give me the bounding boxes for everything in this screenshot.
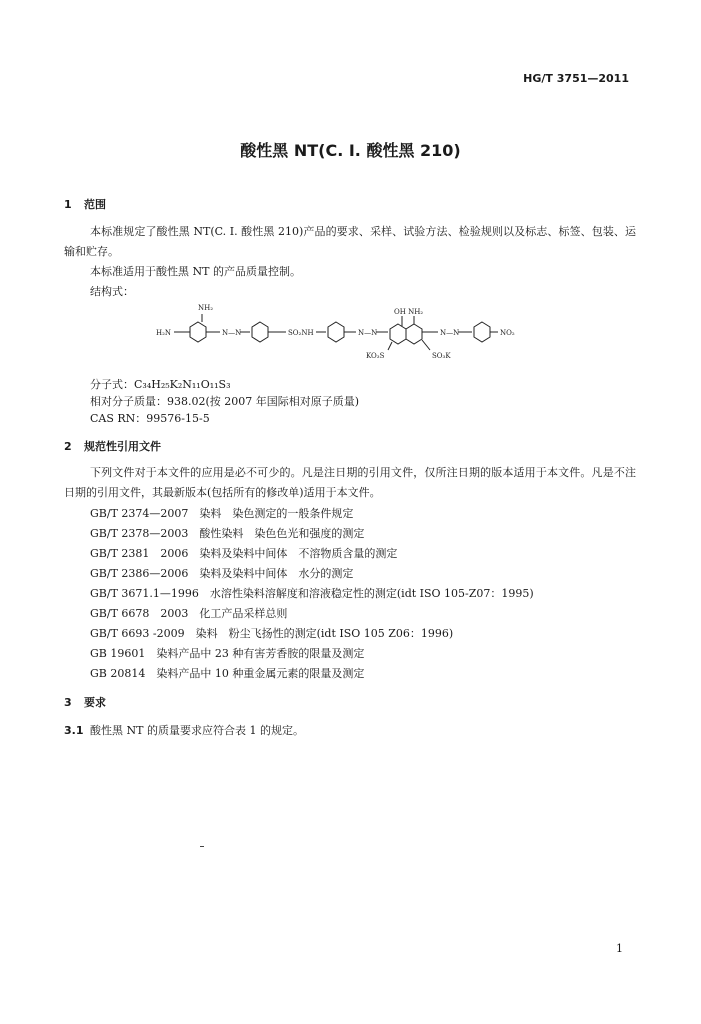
reference-item: GB/T 2381 2006 染料及染料中间体 不溶物质含量的测定	[90, 547, 398, 560]
reference-item: GB 19601 染料产品中 23 种有害芳香胺的限量及测定	[90, 647, 365, 660]
section-title: 要求	[84, 696, 106, 709]
normative-paragraph: 下列文件对于本文件的应用是必不可少的。凡是注日期的引用文件，仅所注日期的版本适用于本文件。凡是不注日期的引用文件，其最新版本(包括所有的修改单)适用于本文件。	[64, 466, 636, 499]
reference-item: GB/T 3671.1—1996 水溶性染料溶解度和溶液稳定性的测定(idt ISO 105-Z07：1995)	[90, 587, 534, 600]
section-title: 范围	[84, 198, 106, 211]
section-number: 2	[64, 440, 72, 453]
group-no2: NO₂	[500, 329, 515, 337]
group-oh-nh2: OH NH₂	[394, 308, 424, 316]
group-ko3s: KO₃S	[366, 352, 385, 360]
azo-link-3: N—N	[440, 329, 460, 337]
reference-item: GB/T 6678 2003 化工产品采样总则	[90, 607, 288, 620]
cas-number: CAS RN：99576-15-5	[90, 412, 210, 425]
azo-link-2: N—N	[358, 329, 378, 337]
molecular-mass: 相对分子质量：938.02(按 2007 年国际相对原子质量)	[90, 395, 360, 408]
document-title: 酸性黑 NT(C. I. 酸性黑 210)	[240, 141, 461, 160]
standard-code: HG/T 3751—2011	[523, 72, 629, 85]
page-number: 1	[616, 942, 623, 955]
scan-mark	[200, 846, 204, 847]
section-title: 规范性引用文件	[84, 440, 161, 453]
section-number: 1	[64, 198, 72, 211]
group-h2n: H₂N	[156, 329, 172, 337]
section-heading-normative	[64, 438, 161, 454]
scope-paragraph-1: 本标准规定了酸性黑 NT(C. I. 酸性黑 210)产品的要求、采样、试验方法、检验规则以及标志、标签、包装、运输和贮存。	[64, 225, 636, 258]
subsection-text: 酸性黑 NT 的质量要求应符合表 1 的规定。	[90, 724, 304, 737]
section-number: 3	[64, 696, 72, 709]
group-so2nh: SO₂NH	[288, 329, 314, 337]
group-so3k: SO₃K	[432, 352, 451, 360]
section-heading-scope	[64, 196, 106, 212]
scope-paragraph-2: 本标准适用于酸性黑 NT 的产品质量控制。	[90, 265, 301, 278]
reference-item: GB/T 2386—2006 染料及染料中间体 水分的测定	[90, 567, 354, 580]
reference-item: GB/T 2374—2007 染料 染色测定的一般条件规定	[90, 507, 354, 520]
group-nh2-top: NH₂	[198, 304, 214, 312]
azo-link-1: N—N	[222, 329, 242, 337]
section-heading-requirements	[64, 694, 106, 710]
requirement-3-1	[64, 722, 304, 738]
structure-label: 结构式：	[90, 285, 134, 298]
subsection-number: 3.1	[64, 724, 84, 737]
reference-item: GB 20814 染料产品中 10 种重金属元素的限量及测定	[90, 667, 365, 680]
molecular-formula: 分子式：C₃₄H₂₅K₂N₁₁O₁₁S₃	[90, 378, 231, 391]
reference-item: GB/T 2378—2003 酸性染料 染色色光和强度的测定	[90, 527, 365, 540]
reference-item: GB/T 6693 -2009 染料 粉尘飞扬性的测定(idt ISO 105 Z06：1996)	[90, 627, 454, 640]
structural-formula	[140, 300, 560, 366]
